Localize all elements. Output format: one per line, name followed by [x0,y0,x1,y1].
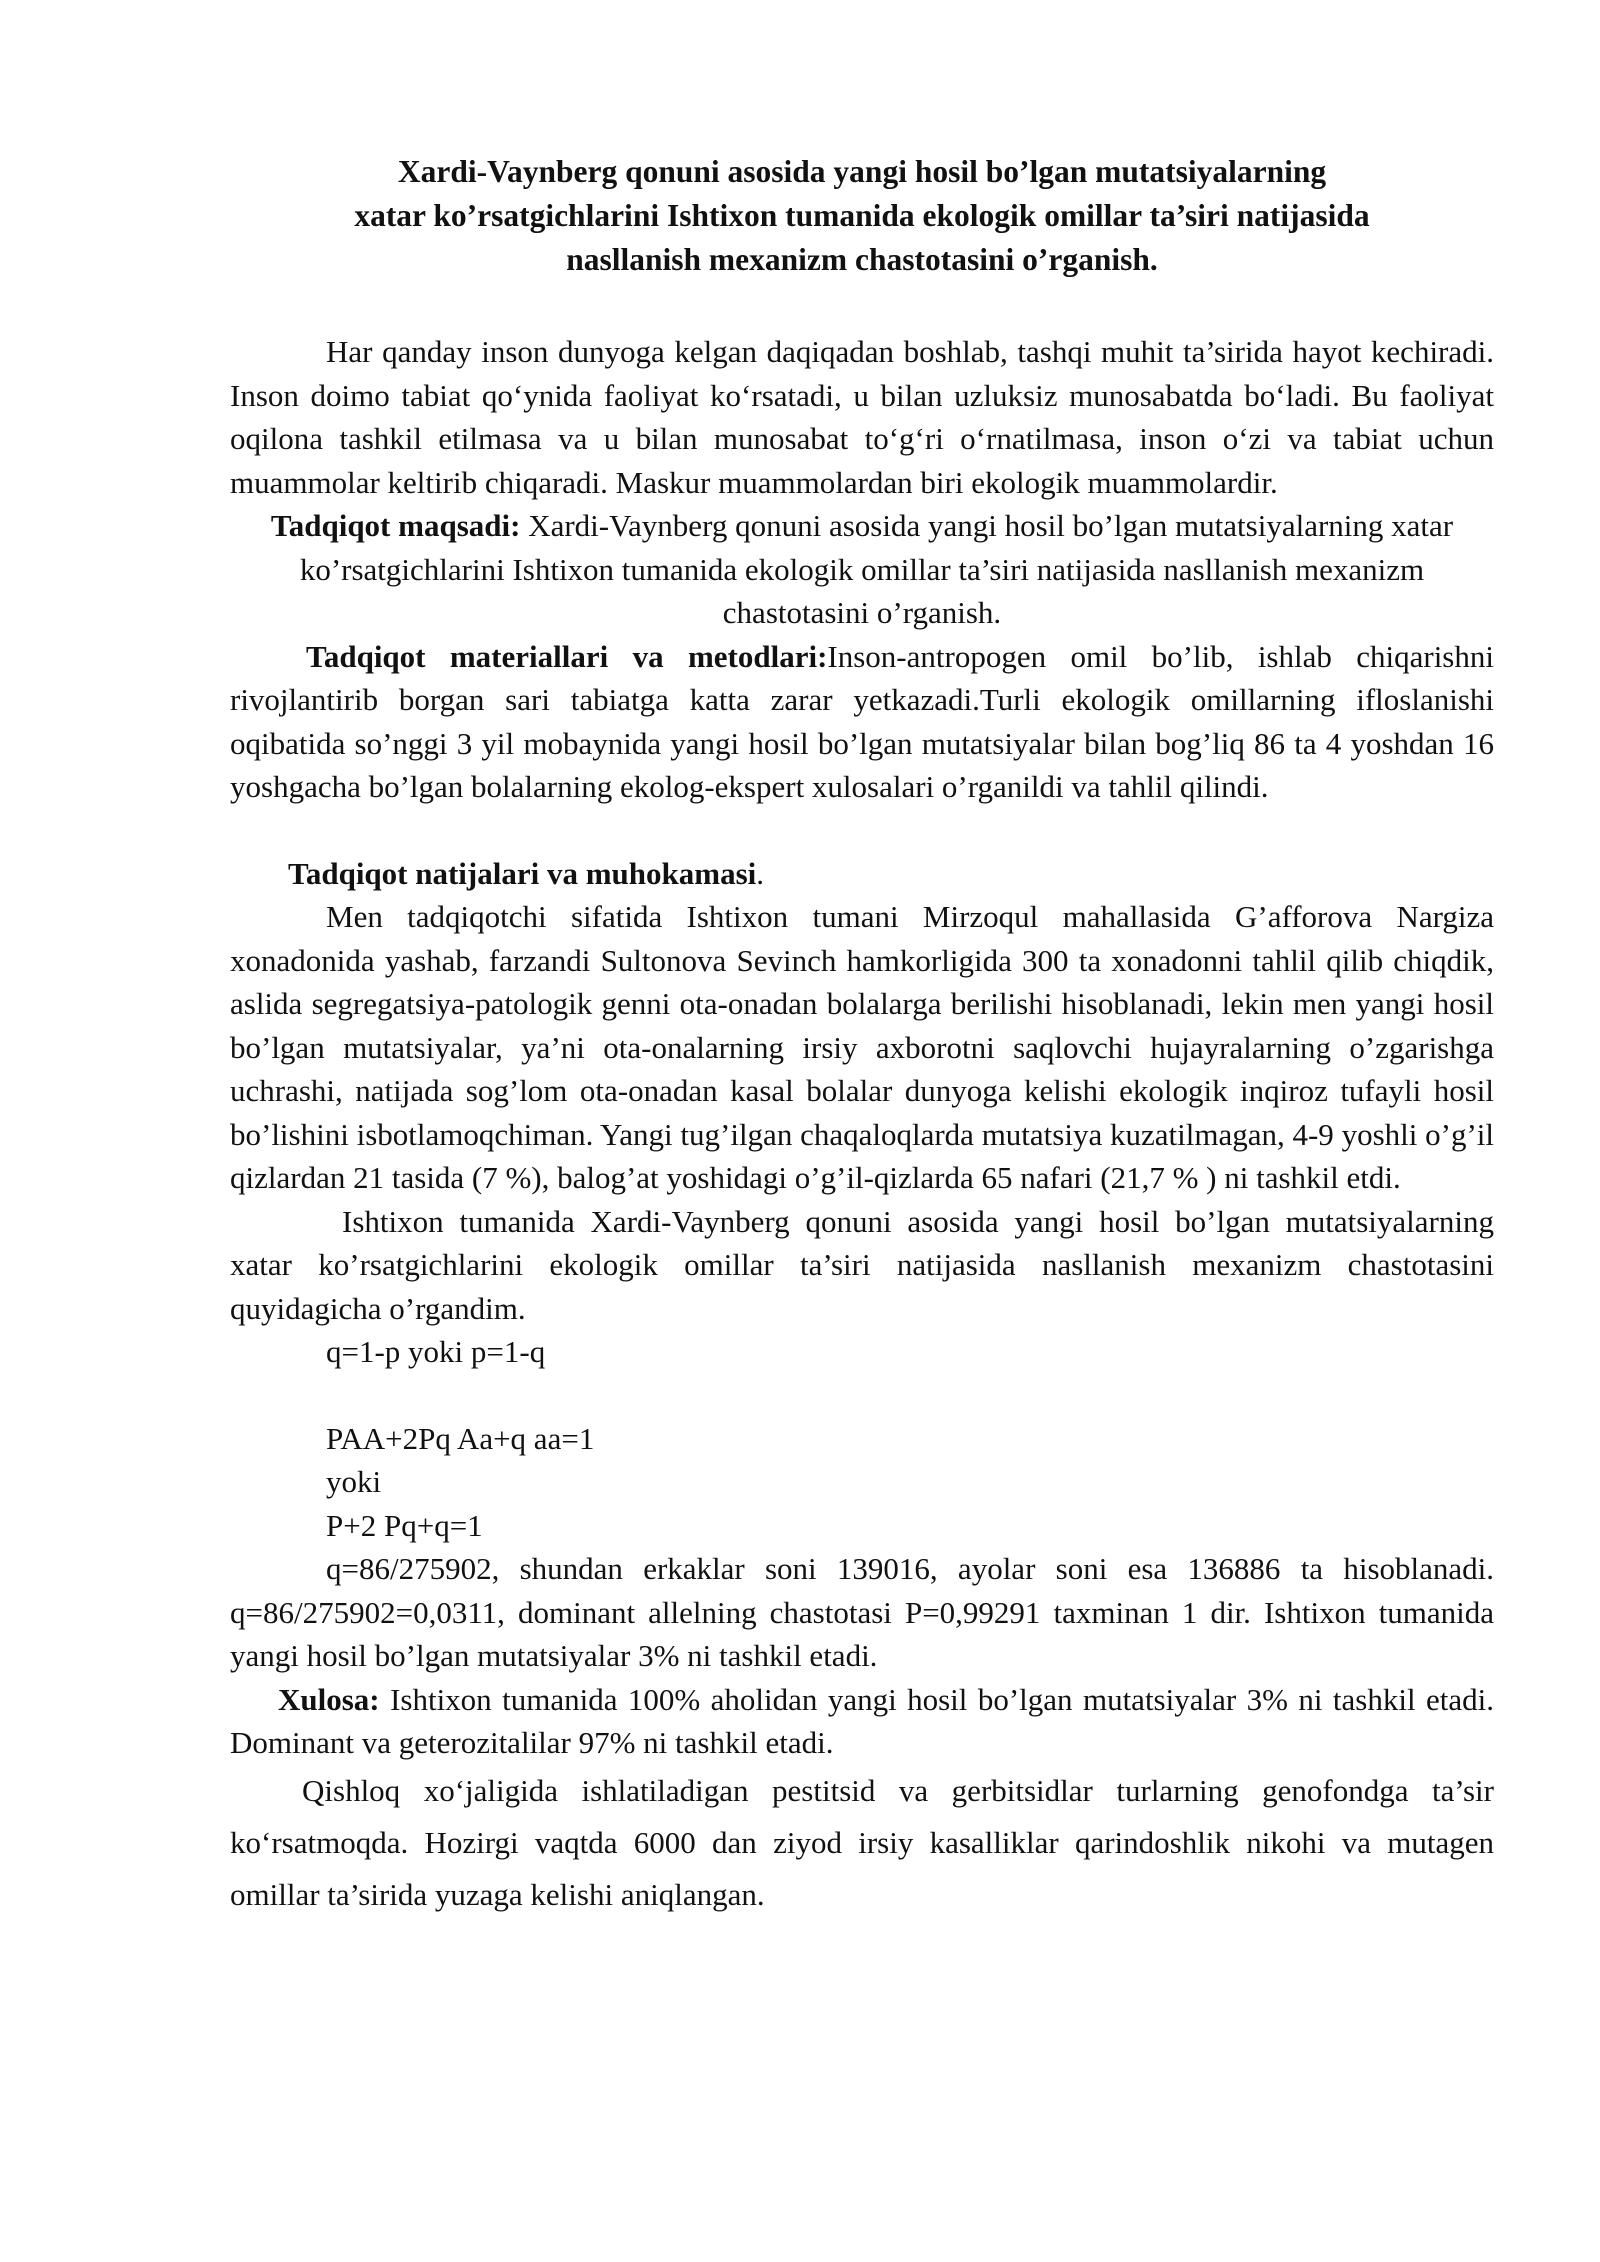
formula-1: q=1-p yoki p=1-q [326,1334,546,1369]
title-line-3: nasllanish mexanizm chastotasini o’rganish. [566,242,1158,277]
intro-paragraph: Har qanday inson dunyoga kelgan daqiqadan boshlab, tashqi muhit ta’sirida hayot kechiradi. Inson doimo tabiat qo‘ynida faoliyat ko‘rsatadi, u bilan uzluksiz munosabatda bo‘ladi. Bu faoliyat oqilona tashkil etilmasa va u bilan munosabat to‘g‘ri o‘rnatilmasa, inson o‘zi va tabiat uchun muammolar keltirib chiqaradi. Maskur muammolardan biri ekologik muammolardir. [230,334,1494,500]
results-paragraph-2: Ishtixon tumanida Xardi-Vaynberg qonuni asosida yangi hosil bo’lgan mutatsiyalarning xatar ko’rsatgichlarini ekologik omillar ta’siri natijasida nasllanish mexanizm chastotasini quyidagicha o’rgandim. [230,1203,1494,1326]
spacer [230,809,1494,852]
conclusion-text: Ishtixon tumanida 100% aholidan yangi hosil bo’lgan mutatsiyalar 3% ni tashkil etadi. Dominant va geterozitalilar 97% ni tashkil etadi. [230,1681,1494,1760]
formula-4: P+2 Pq+q=1 [326,1507,483,1543]
results-label-suffix: . [756,855,765,891]
formula-3: yoki [326,1464,382,1499]
results-paragraph-1: Men tadqiqotchi sifatida Ishtixon tumani Mirzoqul mahallasida G’afforova Nargiza xonadonida yashab, farzandi Sultonova Sevinch hamkorligida 300 ta xonadonni tahlil qilib chiqdik, aslida segregatsiya-patologik genni ota-onadan bolalarga berilishi hisoblanadi, lekin men yangi hosil bo’lgan mutatsiyalar, ya’ni ota-onalarning irsiy axborotni saqlovchi hujayralarning o’zgarishga uchrashi, natijada sog’lom ota-onadan kasal bolalar dunyoga kelishi ekologik inqiroz tufayli hosil bo’lishini isbotlamoqchiman. Yangi tug’ilgan chaqaloqlarda mutatsiya kuzatilmagan, 4-9 yoshli o’g’il qizlardan 21 tasida (7 %), balog’at yoshidagi o’g’il-qizlarda 65 nafari (21,7 % ) ni tashkil etdi. [230,899,1494,1195]
goal-label: Tadqiqot maqsadi: [270,508,521,543]
title-line-1: Xardi-Vaynberg qonuni asosida yangi hosil bo’lgan mutatsiyalarning [397,154,1327,189]
conclusion-final-paragraph: Qishloq xo‘jaligida ishlatiladigan pestitsid va gerbitsidlar turlarning genofondga ta’sir ko‘rsatmoqda. Hozirgi vaqtda 6000 dan ziyod irsiy kasalliklar qarindoshlik nikohi va mutagen omillar ta’sirida yuzaga kelishi aniqlangan. [230,1772,1494,1912]
spacer [230,1374,1494,1417]
document-page [230,150,1494,1921]
calculation-paragraph: q=86/275902, shundan erkaklar soni 139016, ayolar soni esa 136886 ta hisoblanadi. q=86/275902=0,0311, dominant allelning chastotasi P=0,99291 taxminan 1 dir. Ishtixon tumanida yangi hosil bo’lgan mutatsiyalar 3% ni tashkil etadi. [230,1551,1494,1673]
title-line-2: xatar ko’rsatgichlarini Ishtixon tumanida ekologik omillar ta’siri natijasida [354,198,1370,233]
materials-label: Tadqiqot materiallari va metodlari: [306,638,828,674]
goal-paragraph [230,504,1494,635]
goal-text: Xardi-Vaynberg qonuni asosida yangi hosil bo’lgan mutatsiyalarning xatar ko’rsatgichlarini Ishtixon tumanida ekologik omillar ta’siri natijasida nasllanish mexanizm chastotasini o’rganish. [299,508,1454,630]
materials-text: Inson-antropogen omil bo’lib, ishlab chiqarishni rivojlantirib borgan sari tabiatga katta zarar yetkazadi.Turli ekologik omillarning ifloslanishi oqibatida so’nggi 3 yil mobaynida yangi hosil bo’lgan mutatsiyalar bilan bog’liq 86 ta 4 yoshdan 16 yoshgacha bo’lgan bolalarning ekolog-ekspert xulosalari o’rganildi va tahlil qilindi. [230,638,1494,804]
materials-paragraph [230,635,1494,809]
results-label: Tadqiqot natijalari va muhokamasi [288,855,757,891]
results-heading [230,852,1494,896]
conclusion-paragraph [230,1678,1494,1765]
document-title [230,150,1494,282]
conclusion-label: Xulosa: [278,1681,380,1717]
formula-2: PAA+2Pq Aa+q aa=1 [326,1420,595,1456]
